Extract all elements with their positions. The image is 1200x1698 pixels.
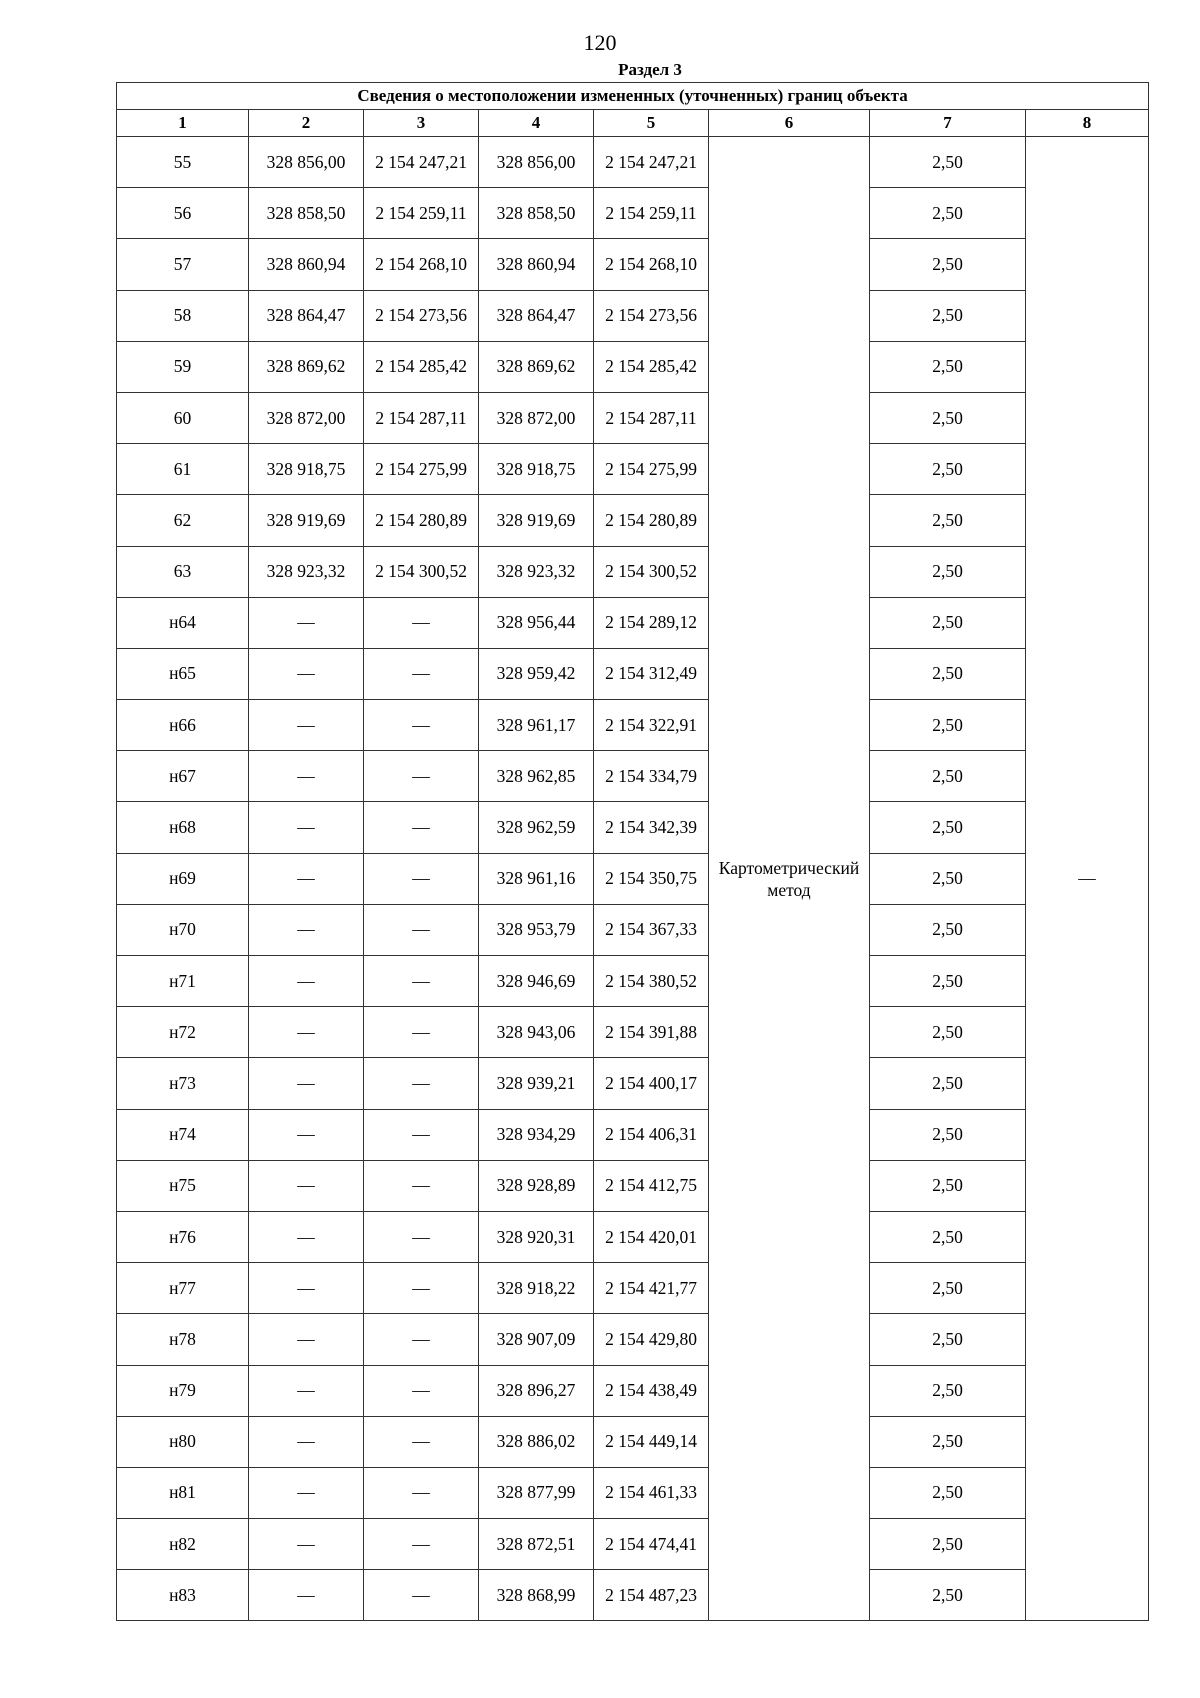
y-new-cell: 2 154 300,52 bbox=[594, 546, 709, 597]
x-old-cell: — bbox=[249, 648, 364, 699]
x-new-cell: 328 856,00 bbox=[479, 137, 594, 188]
column-number-6: 6 bbox=[709, 110, 870, 137]
point-cell: 56 bbox=[117, 188, 249, 239]
accuracy-cell: 2,50 bbox=[870, 239, 1026, 290]
accuracy-cell: 2,50 bbox=[870, 341, 1026, 392]
point-cell: н70 bbox=[117, 904, 249, 955]
x-new-cell: 328 946,69 bbox=[479, 956, 594, 1007]
accuracy-cell: 2,50 bbox=[870, 904, 1026, 955]
x-old-cell: — bbox=[249, 853, 364, 904]
y-new-cell: 2 154 400,17 bbox=[594, 1058, 709, 1109]
accuracy-cell: 2,50 bbox=[870, 1314, 1026, 1365]
y-new-cell: 2 154 287,11 bbox=[594, 392, 709, 443]
table-row bbox=[117, 597, 1149, 648]
accuracy-cell: 2,50 bbox=[870, 751, 1026, 802]
point-cell: н72 bbox=[117, 1007, 249, 1058]
table-caption: Сведения о местоположении измененных (уточненных) границ объекта bbox=[117, 83, 1149, 110]
x-new-cell: 328 918,22 bbox=[479, 1263, 594, 1314]
x-old-cell: 328 858,50 bbox=[249, 188, 364, 239]
point-cell: н68 bbox=[117, 802, 249, 853]
table-row bbox=[117, 1160, 1149, 1211]
accuracy-cell: 2,50 bbox=[870, 290, 1026, 341]
table-row bbox=[117, 700, 1149, 751]
column-number-7: 7 bbox=[870, 110, 1026, 137]
table-body bbox=[117, 137, 1149, 1621]
y-old-cell: — bbox=[364, 1365, 479, 1416]
point-cell: 58 bbox=[117, 290, 249, 341]
y-new-cell: 2 154 438,49 bbox=[594, 1365, 709, 1416]
y-old-cell: — bbox=[364, 1058, 479, 1109]
point-cell: н69 bbox=[117, 853, 249, 904]
x-old-cell: 328 919,69 bbox=[249, 495, 364, 546]
y-old-cell: — bbox=[364, 853, 479, 904]
y-old-cell: — bbox=[364, 1160, 479, 1211]
table-row bbox=[117, 1211, 1149, 1262]
y-new-cell: 2 154 420,01 bbox=[594, 1211, 709, 1262]
point-cell: н66 bbox=[117, 700, 249, 751]
x-new-cell: 328 918,75 bbox=[479, 444, 594, 495]
y-old-cell: — bbox=[364, 1211, 479, 1262]
x-old-cell: — bbox=[249, 1314, 364, 1365]
accuracy-cell: 2,50 bbox=[870, 1058, 1026, 1109]
accuracy-cell: 2,50 bbox=[870, 648, 1026, 699]
x-new-cell: 328 920,31 bbox=[479, 1211, 594, 1262]
table-row bbox=[117, 853, 1149, 904]
x-old-cell: — bbox=[249, 904, 364, 955]
accuracy-cell: 2,50 bbox=[870, 1007, 1026, 1058]
x-new-cell: 328 962,85 bbox=[479, 751, 594, 802]
point-cell: н79 bbox=[117, 1365, 249, 1416]
table-row bbox=[117, 904, 1149, 955]
column-number-5: 5 bbox=[594, 110, 709, 137]
accuracy-cell: 2,50 bbox=[870, 1416, 1026, 1467]
y-new-cell: 2 154 474,41 bbox=[594, 1519, 709, 1570]
x-new-cell: 328 877,99 bbox=[479, 1467, 594, 1518]
point-cell: н65 bbox=[117, 648, 249, 699]
y-old-cell: 2 154 275,99 bbox=[364, 444, 479, 495]
y-new-cell: 2 154 449,14 bbox=[594, 1416, 709, 1467]
x-old-cell: 328 860,94 bbox=[249, 239, 364, 290]
x-old-cell: — bbox=[249, 1365, 364, 1416]
table-row bbox=[117, 1007, 1149, 1058]
x-old-cell: — bbox=[249, 1467, 364, 1518]
column-number-2: 2 bbox=[249, 110, 364, 137]
x-new-cell: 328 956,44 bbox=[479, 597, 594, 648]
section-title: Раздел 3 bbox=[618, 60, 682, 79]
x-new-cell: 328 886,02 bbox=[479, 1416, 594, 1467]
coordinates-table bbox=[116, 82, 1149, 1621]
table-row bbox=[117, 1467, 1149, 1518]
y-new-cell: 2 154 273,56 bbox=[594, 290, 709, 341]
y-new-cell: 2 154 312,49 bbox=[594, 648, 709, 699]
y-old-cell: — bbox=[364, 1416, 479, 1467]
x-new-cell: 328 961,17 bbox=[479, 700, 594, 751]
x-old-cell: — bbox=[249, 597, 364, 648]
point-cell: н75 bbox=[117, 1160, 249, 1211]
y-old-cell: — bbox=[364, 648, 479, 699]
accuracy-cell: 2,50 bbox=[870, 1570, 1026, 1621]
accuracy-cell: 2,50 bbox=[870, 1160, 1026, 1211]
column-number-row bbox=[117, 110, 1149, 137]
point-cell: н73 bbox=[117, 1058, 249, 1109]
x-old-cell: 328 856,00 bbox=[249, 137, 364, 188]
table-row bbox=[117, 137, 1149, 188]
table-row bbox=[117, 956, 1149, 1007]
column-number-3: 3 bbox=[364, 110, 479, 137]
x-old-cell: 328 869,62 bbox=[249, 341, 364, 392]
x-new-cell: 328 943,06 bbox=[479, 1007, 594, 1058]
accuracy-cell: 2,50 bbox=[870, 802, 1026, 853]
x-new-cell: 328 928,89 bbox=[479, 1160, 594, 1211]
y-new-cell: 2 154 421,77 bbox=[594, 1263, 709, 1314]
y-new-cell: 2 154 406,31 bbox=[594, 1109, 709, 1160]
x-old-cell: — bbox=[249, 1211, 364, 1262]
x-new-cell: 328 961,16 bbox=[479, 853, 594, 904]
table-row bbox=[117, 1365, 1149, 1416]
y-new-cell: 2 154 322,91 bbox=[594, 700, 709, 751]
table-row bbox=[117, 1109, 1149, 1160]
table-row bbox=[117, 495, 1149, 546]
y-new-cell: 2 154 350,75 bbox=[594, 853, 709, 904]
table-row bbox=[117, 239, 1149, 290]
table-row bbox=[117, 648, 1149, 699]
y-new-cell: 2 154 487,23 bbox=[594, 1570, 709, 1621]
table-row bbox=[117, 546, 1149, 597]
x-old-cell: — bbox=[249, 1519, 364, 1570]
accuracy-cell: 2,50 bbox=[870, 1211, 1026, 1262]
point-cell: н71 bbox=[117, 956, 249, 1007]
y-old-cell: 2 154 247,21 bbox=[364, 137, 479, 188]
x-new-cell: 328 864,47 bbox=[479, 290, 594, 341]
y-old-cell: — bbox=[364, 751, 479, 802]
x-old-cell: — bbox=[249, 700, 364, 751]
y-new-cell: 2 154 275,99 bbox=[594, 444, 709, 495]
table-row bbox=[117, 1058, 1149, 1109]
y-old-cell: — bbox=[364, 1467, 479, 1518]
table-row bbox=[117, 444, 1149, 495]
table-row bbox=[117, 290, 1149, 341]
point-cell: 63 bbox=[117, 546, 249, 597]
accuracy-cell: 2,50 bbox=[870, 137, 1026, 188]
x-old-cell: 328 864,47 bbox=[249, 290, 364, 341]
y-new-cell: 2 154 247,21 bbox=[594, 137, 709, 188]
x-new-cell: 328 868,99 bbox=[479, 1570, 594, 1621]
y-new-cell: 2 154 412,75 bbox=[594, 1160, 709, 1211]
y-old-cell: — bbox=[364, 956, 479, 1007]
column-number-1: 1 bbox=[117, 110, 249, 137]
accuracy-cell: 2,50 bbox=[870, 444, 1026, 495]
accuracy-cell: 2,50 bbox=[870, 700, 1026, 751]
point-cell: 61 bbox=[117, 444, 249, 495]
x-new-cell: 328 923,32 bbox=[479, 546, 594, 597]
accuracy-cell: 2,50 bbox=[870, 1467, 1026, 1518]
y-old-cell: — bbox=[364, 1109, 479, 1160]
y-new-cell: 2 154 367,33 bbox=[594, 904, 709, 955]
point-cell: н76 bbox=[117, 1211, 249, 1262]
x-old-cell: 328 918,75 bbox=[249, 444, 364, 495]
table-row bbox=[117, 188, 1149, 239]
y-new-cell: 2 154 289,12 bbox=[594, 597, 709, 648]
y-old-cell: — bbox=[364, 1007, 479, 1058]
point-cell: 60 bbox=[117, 392, 249, 443]
y-old-cell: — bbox=[364, 700, 479, 751]
y-old-cell: 2 154 280,89 bbox=[364, 495, 479, 546]
y-new-cell: 2 154 334,79 bbox=[594, 751, 709, 802]
x-new-cell: 328 953,79 bbox=[479, 904, 594, 955]
point-cell: 57 bbox=[117, 239, 249, 290]
y-old-cell: — bbox=[364, 1519, 479, 1570]
point-cell: 59 bbox=[117, 341, 249, 392]
x-old-cell: — bbox=[249, 1058, 364, 1109]
y-new-cell: 2 154 342,39 bbox=[594, 802, 709, 853]
y-old-cell: 2 154 268,10 bbox=[364, 239, 479, 290]
x-new-cell: 328 860,94 bbox=[479, 239, 594, 290]
table-row bbox=[117, 392, 1149, 443]
point-cell: н77 bbox=[117, 1263, 249, 1314]
y-old-cell: — bbox=[364, 904, 479, 955]
y-old-cell: — bbox=[364, 1314, 479, 1365]
accuracy-cell: 2,50 bbox=[870, 956, 1026, 1007]
point-cell: 62 bbox=[117, 495, 249, 546]
column-number-8: 8 bbox=[1026, 110, 1149, 137]
table-row bbox=[117, 751, 1149, 802]
x-old-cell: — bbox=[249, 751, 364, 802]
table-row bbox=[117, 1570, 1149, 1621]
x-old-cell: — bbox=[249, 802, 364, 853]
column8-cell: — bbox=[1026, 137, 1149, 1621]
x-new-cell: 328 872,51 bbox=[479, 1519, 594, 1570]
point-cell: н82 bbox=[117, 1519, 249, 1570]
x-old-cell: — bbox=[249, 1160, 364, 1211]
accuracy-cell: 2,50 bbox=[870, 1109, 1026, 1160]
x-old-cell: — bbox=[249, 1263, 364, 1314]
table-row bbox=[117, 1416, 1149, 1467]
table-row bbox=[117, 341, 1149, 392]
y-new-cell: 2 154 285,42 bbox=[594, 341, 709, 392]
y-old-cell: 2 154 287,11 bbox=[364, 392, 479, 443]
method-cell: Картометрический метод bbox=[709, 137, 870, 1621]
point-cell: 55 bbox=[117, 137, 249, 188]
y-old-cell: — bbox=[364, 1570, 479, 1621]
x-new-cell: 328 896,27 bbox=[479, 1365, 594, 1416]
x-new-cell: 328 872,00 bbox=[479, 392, 594, 443]
point-cell: н78 bbox=[117, 1314, 249, 1365]
y-new-cell: 2 154 380,52 bbox=[594, 956, 709, 1007]
x-new-cell: 328 959,42 bbox=[479, 648, 594, 699]
column-number-4: 4 bbox=[479, 110, 594, 137]
table-row bbox=[117, 802, 1149, 853]
y-old-cell: 2 154 259,11 bbox=[364, 188, 479, 239]
y-new-cell: 2 154 280,89 bbox=[594, 495, 709, 546]
accuracy-cell: 2,50 bbox=[870, 597, 1026, 648]
y-new-cell: 2 154 429,80 bbox=[594, 1314, 709, 1365]
y-new-cell: 2 154 268,10 bbox=[594, 239, 709, 290]
y-old-cell: — bbox=[364, 802, 479, 853]
point-cell: н67 bbox=[117, 751, 249, 802]
x-new-cell: 328 858,50 bbox=[479, 188, 594, 239]
table-row bbox=[117, 1263, 1149, 1314]
page-number: 120 bbox=[583, 30, 617, 55]
table-row bbox=[117, 1519, 1149, 1570]
accuracy-cell: 2,50 bbox=[870, 546, 1026, 597]
y-old-cell: 2 154 300,52 bbox=[364, 546, 479, 597]
accuracy-cell: 2,50 bbox=[870, 495, 1026, 546]
x-old-cell: — bbox=[249, 1007, 364, 1058]
point-cell: н80 bbox=[117, 1416, 249, 1467]
x-old-cell: — bbox=[249, 1416, 364, 1467]
y-new-cell: 2 154 461,33 bbox=[594, 1467, 709, 1518]
point-cell: н81 bbox=[117, 1467, 249, 1518]
y-old-cell: 2 154 285,42 bbox=[364, 341, 479, 392]
y-new-cell: 2 154 259,11 bbox=[594, 188, 709, 239]
accuracy-cell: 2,50 bbox=[870, 1519, 1026, 1570]
x-new-cell: 328 934,29 bbox=[479, 1109, 594, 1160]
x-old-cell: — bbox=[249, 1109, 364, 1160]
x-old-cell: 328 923,32 bbox=[249, 546, 364, 597]
x-new-cell: 328 907,09 bbox=[479, 1314, 594, 1365]
accuracy-cell: 2,50 bbox=[870, 853, 1026, 904]
y-old-cell: — bbox=[364, 1263, 479, 1314]
point-cell: н83 bbox=[117, 1570, 249, 1621]
x-new-cell: 328 962,59 bbox=[479, 802, 594, 853]
accuracy-cell: 2,50 bbox=[870, 1365, 1026, 1416]
table-row bbox=[117, 1314, 1149, 1365]
x-old-cell: — bbox=[249, 1570, 364, 1621]
x-new-cell: 328 919,69 bbox=[479, 495, 594, 546]
accuracy-cell: 2,50 bbox=[870, 1263, 1026, 1314]
accuracy-cell: 2,50 bbox=[870, 392, 1026, 443]
x-old-cell: — bbox=[249, 956, 364, 1007]
x-old-cell: 328 872,00 bbox=[249, 392, 364, 443]
y-old-cell: — bbox=[364, 597, 479, 648]
x-new-cell: 328 869,62 bbox=[479, 341, 594, 392]
point-cell: н74 bbox=[117, 1109, 249, 1160]
accuracy-cell: 2,50 bbox=[870, 188, 1026, 239]
x-new-cell: 328 939,21 bbox=[479, 1058, 594, 1109]
y-old-cell: 2 154 273,56 bbox=[364, 290, 479, 341]
y-new-cell: 2 154 391,88 bbox=[594, 1007, 709, 1058]
point-cell: н64 bbox=[117, 597, 249, 648]
